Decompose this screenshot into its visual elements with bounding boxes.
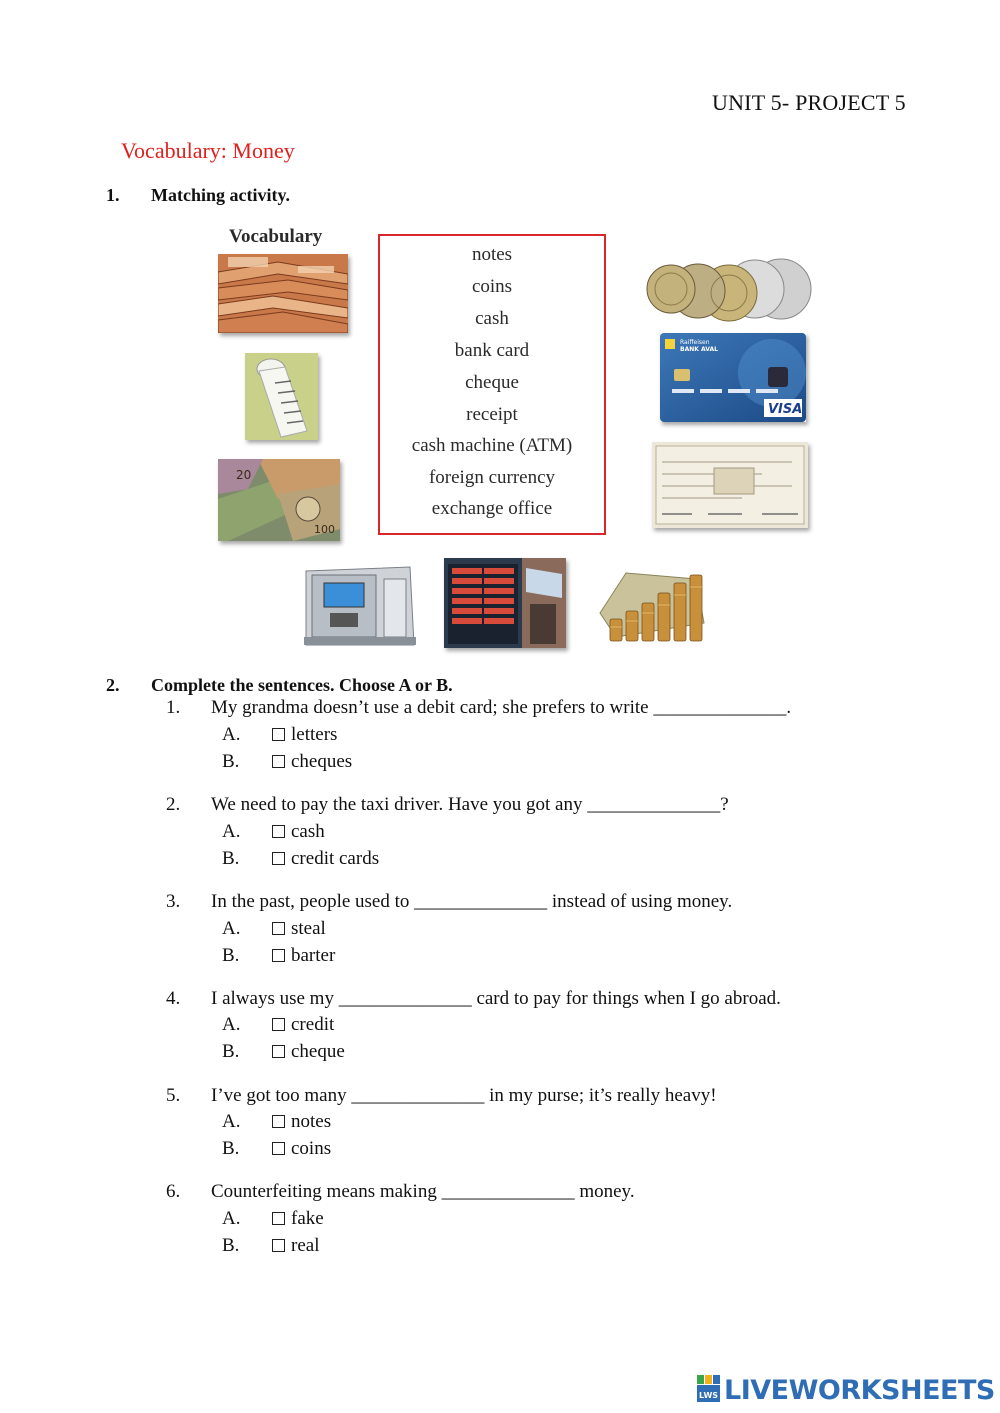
question-text: I’ve got too many ______________ in my purse; it’s really heavy! — [211, 1085, 717, 1106]
option-letter-a: A. — [222, 918, 241, 939]
option-label: real — [291, 1235, 320, 1256]
checkbox[interactable] — [272, 1018, 285, 1031]
word-item: cash machine (ATM) — [411, 435, 573, 456]
option-letter-b: B. — [222, 1235, 240, 1256]
question-number: 2. — [166, 794, 181, 815]
option-letter-b: B. — [222, 848, 240, 869]
word-item: coins — [471, 276, 513, 297]
banknote-stacks-picture[interactable] — [218, 254, 348, 333]
option-letter-b: B. — [222, 1138, 240, 1159]
option-b[interactable] — [272, 945, 335, 967]
word-item: receipt — [466, 404, 518, 425]
cash-picture[interactable] — [596, 553, 708, 648]
coins-picture[interactable] — [643, 253, 814, 325]
section-1-title: Matching activity. — [151, 185, 290, 205]
card-network-label: VISA — [768, 402, 803, 417]
option-b[interactable] — [272, 1235, 319, 1257]
foreign-currency-picture[interactable] — [218, 459, 340, 541]
option-label: cheque — [291, 1041, 345, 1062]
option-a[interactable] — [272, 1014, 334, 1036]
question-text: I always use my ______________ card to pay for things when I go abroad. — [211, 988, 781, 1009]
word-box — [378, 234, 606, 535]
option-a[interactable] — [272, 1111, 331, 1133]
option-letter-a: A. — [222, 724, 241, 745]
option-a[interactable] — [272, 821, 325, 843]
option-b[interactable] — [272, 751, 352, 773]
question-text: We need to pay the taxi driver. Have you got any ______________? — [211, 794, 729, 815]
question-number: 5. — [166, 1085, 181, 1106]
topic-title: Vocabulary: Money — [121, 138, 295, 163]
checkbox[interactable] — [272, 1045, 285, 1058]
checkbox[interactable] — [272, 728, 285, 741]
liveworksheets-logo[interactable] — [697, 1375, 995, 1407]
option-label: coins — [291, 1138, 332, 1159]
option-letter-a: A. — [222, 1014, 241, 1035]
option-letter-a: A. — [222, 1111, 241, 1132]
option-label: fake — [291, 1208, 324, 1229]
checkbox[interactable] — [272, 852, 285, 865]
checkbox[interactable] — [272, 1212, 285, 1225]
checkbox[interactable] — [272, 1115, 285, 1128]
question-text: Counterfeiting means making ______________ money. — [211, 1181, 635, 1202]
option-label: steal — [291, 918, 326, 939]
word-item: bank card — [454, 340, 530, 361]
option-label: cash — [291, 821, 325, 842]
word-item: cash — [475, 308, 509, 329]
option-letter-b: B. — [222, 945, 240, 966]
question-number: 6. — [166, 1181, 181, 1202]
option-letter-a: A. — [222, 821, 241, 842]
svg-text:100: 100 — [314, 523, 335, 536]
option-b[interactable] — [272, 1138, 331, 1160]
option-label: cheques — [291, 751, 353, 772]
atm-picture[interactable] — [300, 561, 422, 648]
word-item: foreign currency — [428, 467, 556, 488]
svg-text:20: 20 — [236, 468, 252, 482]
option-label: credit — [291, 1014, 335, 1035]
question-number: 3. — [166, 891, 181, 912]
word-item: cheque — [465, 372, 519, 393]
question-text: My grandma doesn’t use a debit card; she prefers to write ______________. — [211, 697, 792, 718]
checkbox[interactable] — [272, 755, 285, 768]
option-label: notes — [291, 1111, 332, 1132]
vocabulary-caption: Vocabulary — [229, 226, 323, 247]
option-letter-b: B. — [222, 751, 240, 772]
checkbox[interactable] — [272, 1142, 285, 1155]
question-text: In the past, people used to ______________ instead of using money. — [211, 891, 733, 912]
option-a[interactable] — [272, 1208, 324, 1230]
section-2-title: Complete the sentences. Choose A or B. — [151, 675, 453, 695]
card-brand-line2: BANK AVAL — [680, 346, 718, 353]
receipt-picture[interactable] — [245, 353, 318, 440]
section-1-number: 1. — [106, 185, 120, 205]
option-label: letters — [291, 724, 338, 745]
option-label: barter — [291, 945, 336, 966]
option-label: credit cards — [291, 848, 380, 869]
checkbox[interactable] — [272, 949, 285, 962]
card-brand-line1: Raiffeisen — [680, 339, 710, 346]
option-a[interactable] — [272, 918, 326, 940]
checkbox[interactable] — [272, 825, 285, 838]
question-number: 4. — [166, 988, 181, 1009]
checkbox[interactable] — [272, 922, 285, 935]
word-item: notes — [471, 244, 513, 265]
option-b[interactable] — [272, 848, 379, 870]
word-item: exchange office — [431, 498, 553, 519]
section-2-number: 2. — [106, 675, 120, 695]
option-a[interactable] — [272, 724, 337, 746]
question-number: 1. — [166, 697, 181, 718]
option-b[interactable] — [272, 1041, 345, 1063]
logo-text: LIVEWORKSHEETS — [724, 1375, 995, 1406]
bank-card-picture[interactable] — [660, 333, 806, 422]
cheque-picture[interactable] — [652, 442, 808, 528]
option-letter-b: B. — [222, 1041, 240, 1062]
unit-title: UNIT 5- PROJECT 5 — [712, 90, 906, 115]
option-letter-a: A. — [222, 1208, 241, 1229]
exchange-office-picture[interactable] — [444, 558, 566, 648]
logo-badge-icon — [697, 1375, 721, 1403]
checkbox[interactable] — [272, 1239, 285, 1252]
logo-badge-text: LWS — [699, 1391, 719, 1400]
